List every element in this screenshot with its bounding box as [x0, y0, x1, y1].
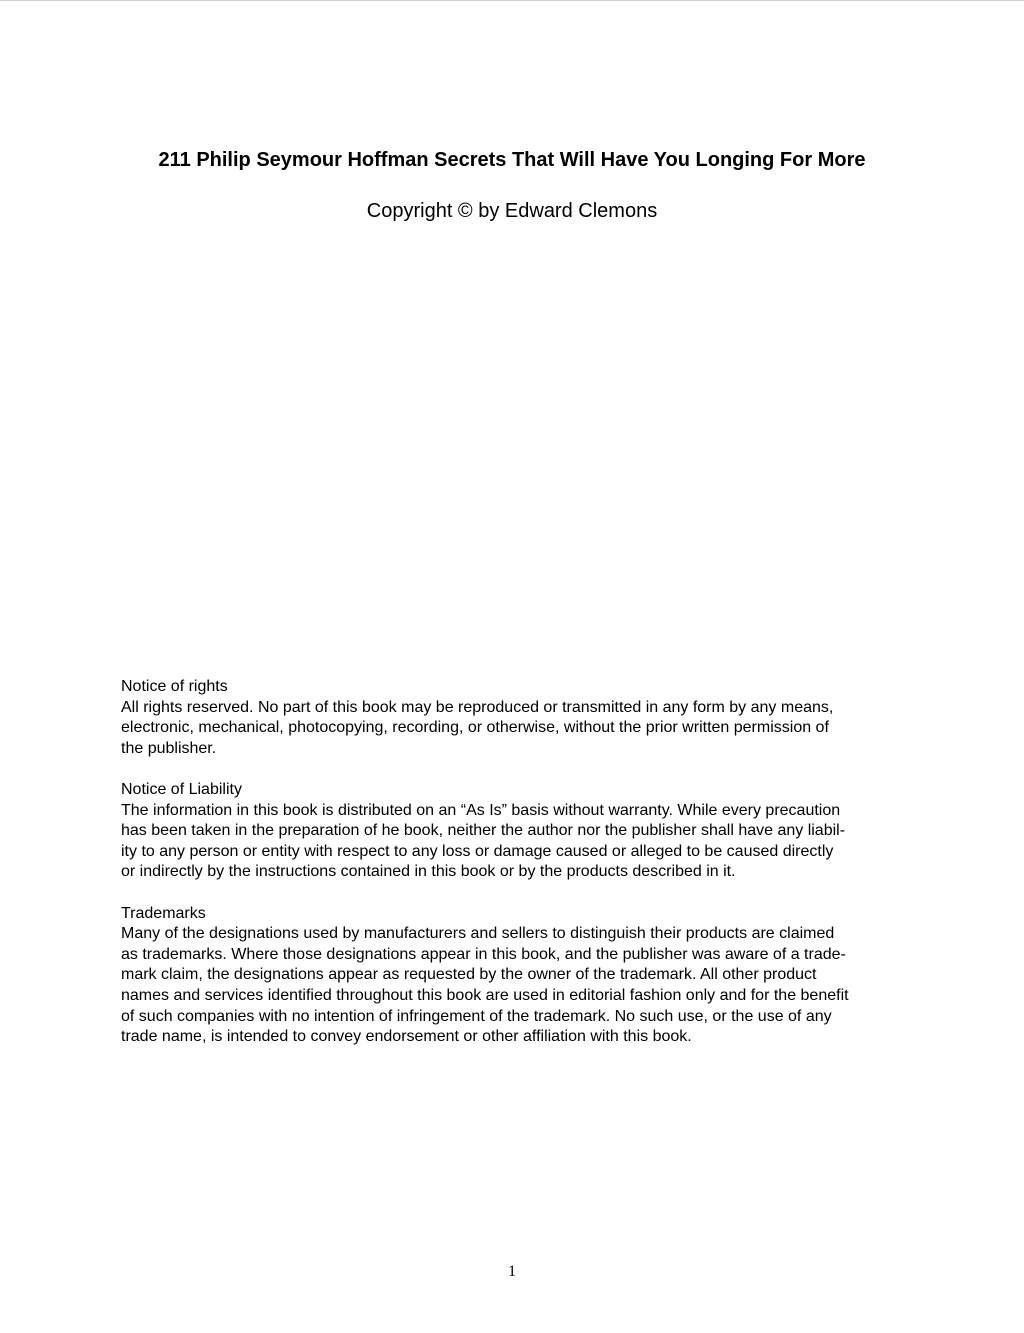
trademarks-section [121, 904, 911, 1048]
body-line: has been taken in the preparation of he book, neither the author nor the publisher shall have any liabil- [121, 822, 846, 840]
section-heading: Notice of rights [121, 678, 228, 695]
body-line: electronic, mechanical, photocopying, recording, or otherwise, without the prior written permission of [121, 719, 829, 737]
body-line: the publisher. [121, 739, 217, 757]
body-line: or indirectly by the instructions contained in this book or by the products described in it. [121, 863, 736, 881]
body-line: trade name, is intended to convey endorsement or other affiliation with this book. [121, 1028, 692, 1046]
notice-of-rights-section [121, 677, 911, 759]
page-number: 1 [508, 1263, 516, 1280]
body-line: Many of the designations used by manufacturers and sellers to distinguish their products are claimed [121, 925, 835, 943]
body-line: All rights reserved. No part of this book may be reproduced or transmitted in any form by any means, [121, 698, 834, 716]
copyright-line: Copyright © by Edward Clemons [366, 200, 658, 222]
section-heading: Trademarks [121, 904, 206, 922]
body-line: of such companies with no intention of infringement of the trademark. No such use, or the use of any [121, 1007, 832, 1025]
body-line: mark claim, the designations appear as requested by the owner of the trademark. All other product [121, 966, 817, 984]
body-line: The information in this book is distributed on an “As Is” basis without warranty. While every precaution [121, 801, 841, 819]
legal-notices [121, 677, 911, 1068]
body-line: names and services identified throughout this book are used in editorial fashion only and for the benefit [121, 986, 849, 1004]
book-title: 211 Philip Seymour Hoffman Secrets That Will Have You Longing For More [158, 149, 866, 171]
notice-of-liability-section [121, 780, 911, 883]
section-heading: Notice of Liability [121, 780, 242, 798]
body-line: as trademarks. Where those designations appear in this book, and the publisher was aware of a trade- [121, 945, 846, 963]
body-line: ity to any person or entity with respect to any loss or damage caused or alleged to be caused directly [121, 842, 834, 860]
